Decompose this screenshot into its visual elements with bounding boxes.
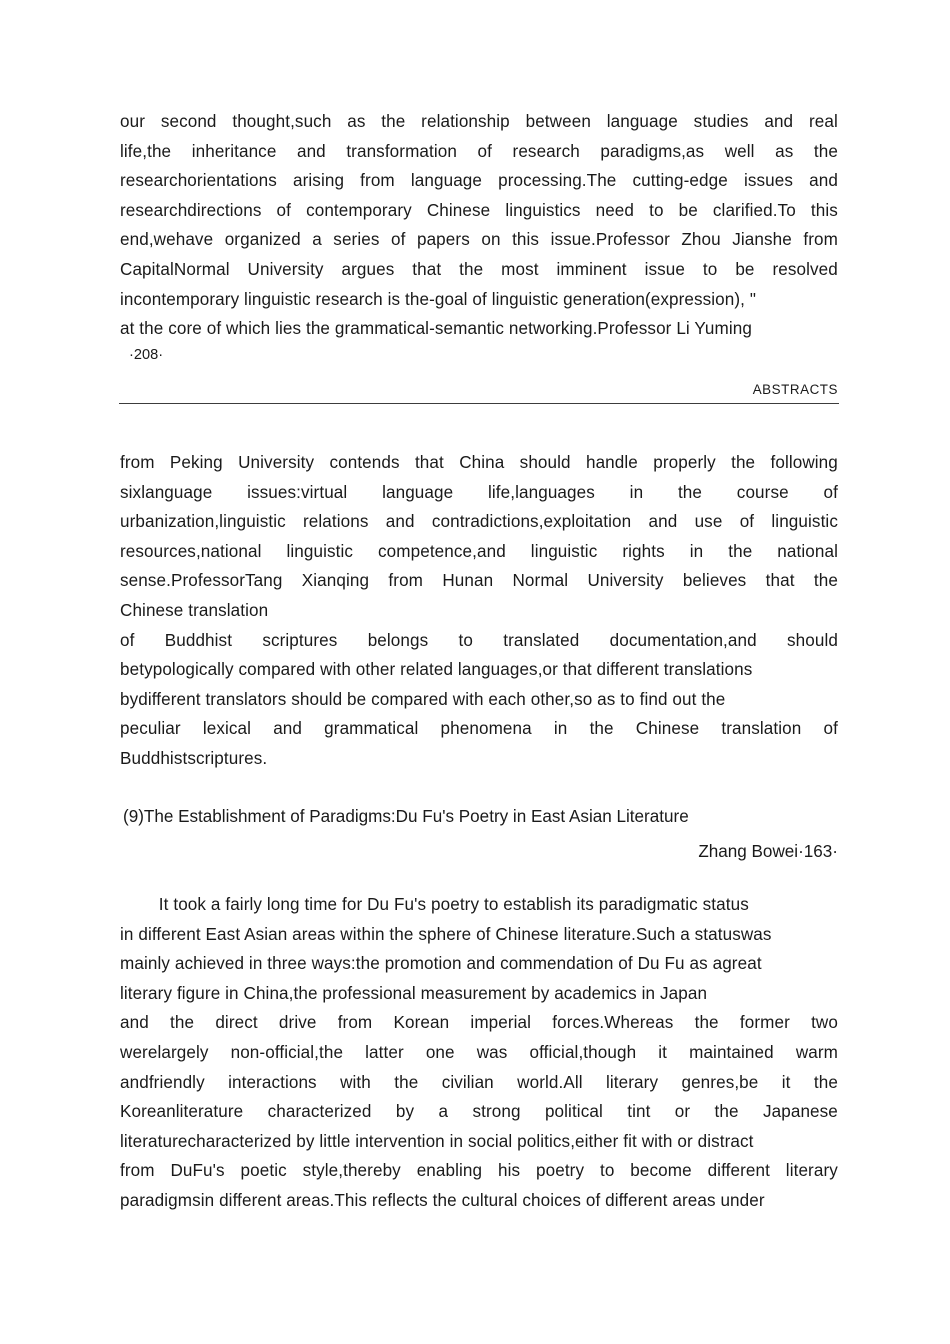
text-word: thought,such xyxy=(232,112,332,131)
text-word: University xyxy=(238,453,315,472)
text-word: University xyxy=(247,259,324,279)
text-word: competence,and xyxy=(378,541,506,561)
text-word: CapitalNormal xyxy=(120,259,230,279)
text-word: the xyxy=(714,1102,739,1122)
text-word: properly xyxy=(653,453,716,472)
text-word: lexical xyxy=(202,719,252,739)
text-word: former xyxy=(739,1013,790,1033)
text-word: with xyxy=(340,1072,371,1092)
text-word: political xyxy=(544,1102,603,1122)
text-word: strong xyxy=(472,1102,521,1122)
text-word: issues xyxy=(743,171,793,191)
text-word: Chinese xyxy=(635,719,700,739)
text-word: the xyxy=(459,259,484,279)
text-line xyxy=(120,478,838,508)
text-word: relationship xyxy=(421,112,510,131)
text-word: relations xyxy=(302,512,369,532)
text-word: of xyxy=(120,630,135,650)
text-word: between xyxy=(525,112,591,131)
text-word: characterized xyxy=(267,1102,372,1122)
text-word: paradigms,as xyxy=(600,141,705,161)
text-line: incontemporary linguistic research is the-goal of linguistic generation(expression), " xyxy=(120,289,757,309)
text-word: issue.Professor xyxy=(550,230,670,250)
text-word: the xyxy=(394,1072,419,1092)
text-word: the xyxy=(728,541,753,561)
text-word: Koreanliterature xyxy=(120,1102,244,1122)
text-word: imminent xyxy=(556,259,627,279)
text-word: linguistics xyxy=(505,200,581,220)
text-line xyxy=(120,1008,838,1038)
text-word: argues xyxy=(341,259,395,279)
text-word: language xyxy=(382,482,454,502)
text-line: bydifferent translators should be compared with each other,so as to find out the xyxy=(120,689,726,709)
text-word: of xyxy=(276,200,291,220)
text-word: inheritance xyxy=(191,141,277,161)
text-word: issues:virtual xyxy=(247,482,348,502)
text-word: direct xyxy=(215,1013,258,1033)
text-word: from xyxy=(120,453,155,472)
text-word: believes xyxy=(682,571,747,591)
text-word: of xyxy=(391,230,406,250)
text-word: poetic xyxy=(240,1161,287,1181)
text-word: that xyxy=(412,259,442,279)
text-word: of xyxy=(739,512,755,532)
text-word: from xyxy=(360,171,395,191)
text-word: of xyxy=(823,719,838,739)
text-word: life,the xyxy=(120,141,172,161)
text-word: style,thereby xyxy=(302,1161,401,1181)
text-word: the xyxy=(381,112,406,131)
text-word: one xyxy=(425,1042,455,1062)
text-word: the xyxy=(589,719,614,739)
text-word: in xyxy=(553,719,568,739)
text-word: belongs xyxy=(367,630,429,650)
text-word: linguistic xyxy=(530,541,598,561)
text-word: imperial xyxy=(470,1013,532,1033)
text-word: end,wehave xyxy=(120,230,214,250)
text-word: linguistic xyxy=(286,541,354,561)
text-word: the xyxy=(731,453,756,472)
text-word: rights xyxy=(622,541,665,561)
text-line: in different East Asian areas within the sphere of Chinese literature.Such a statuswas xyxy=(120,924,772,944)
text-word: it xyxy=(658,1042,668,1062)
text-word: or xyxy=(674,1102,691,1122)
text-line xyxy=(120,1038,838,1068)
text-line xyxy=(120,196,838,226)
text-word: resolved xyxy=(772,259,838,279)
text-word: language xyxy=(606,112,678,131)
text-word: official,though xyxy=(529,1042,637,1062)
text-word: and xyxy=(648,512,678,532)
text-word: contends xyxy=(329,453,400,472)
text-word: Peking xyxy=(169,453,223,472)
text-word: to xyxy=(458,630,474,650)
text-word: the xyxy=(813,1072,838,1092)
text-word: the xyxy=(677,482,703,502)
text-word: sixlanguage xyxy=(120,482,213,502)
text-word: poetry xyxy=(536,1161,585,1181)
text-word: following xyxy=(770,453,838,472)
text-word: research xyxy=(512,141,580,161)
text-word: genres,be xyxy=(681,1072,759,1092)
text-word: different xyxy=(707,1161,770,1181)
text-line: mainly achieved in three ways:the promotion and commendation of Du Fu as agreat xyxy=(120,954,762,974)
text-word: issue xyxy=(644,259,685,279)
text-word: a xyxy=(438,1102,449,1122)
text-word: real xyxy=(808,112,838,131)
text-line xyxy=(120,626,838,656)
text-word: grammatical xyxy=(324,719,419,739)
text-word: resources,national xyxy=(120,541,262,561)
text-word: it xyxy=(781,1072,791,1092)
text-word: and xyxy=(809,171,838,191)
text-word: cutting-edge xyxy=(632,171,728,191)
text-word: Xianqing xyxy=(301,571,370,591)
text-line xyxy=(120,448,838,478)
text-word: from xyxy=(337,1013,373,1033)
text-line xyxy=(120,714,838,744)
article-byline: Zhang Bowei·163· xyxy=(698,842,838,861)
text-word: forces.Whereas xyxy=(552,1013,674,1033)
text-word: life,languages xyxy=(488,482,595,502)
text-word: his xyxy=(497,1161,521,1181)
text-word: contemporary xyxy=(306,200,412,220)
text-word: in xyxy=(689,541,704,561)
text-word: researchorientations xyxy=(120,171,277,191)
text-word: interactions xyxy=(228,1072,317,1092)
text-line: betypologically compared with other related languages,or that different translations xyxy=(120,660,753,680)
text-word: the xyxy=(694,1013,719,1033)
text-line xyxy=(120,107,838,137)
text-word: that xyxy=(765,571,795,591)
text-word: enabling xyxy=(416,1161,483,1181)
text-word: the xyxy=(170,1013,195,1033)
text-word: urbanization,linguistic xyxy=(120,512,286,532)
text-line: at the core of which lies the grammatical-semantic networking.Professor Li Yuming xyxy=(120,319,752,339)
text-word: by xyxy=(395,1102,415,1122)
text-word: this xyxy=(810,200,838,220)
text-word: drive xyxy=(278,1013,317,1033)
page-folio-number: ·208· xyxy=(129,347,164,363)
article-title: (9)The Establishment of Paradigms:Du Fu's Poetry in East Asian Literature xyxy=(123,807,689,826)
text-word: should xyxy=(787,630,838,650)
text-word: arising xyxy=(293,171,345,191)
text-word: processing.The xyxy=(498,171,617,191)
text-line xyxy=(120,225,838,255)
text-word: language xyxy=(410,171,483,191)
text-line xyxy=(120,507,838,537)
text-word: literary xyxy=(606,1072,659,1092)
text-word: from xyxy=(388,571,424,591)
text-word: and xyxy=(273,719,303,739)
text-word: Jianshe xyxy=(732,230,792,250)
text-word: the xyxy=(813,141,838,161)
text-word: translation xyxy=(721,719,802,739)
text-line: It took a fairly long time for Du Fu's poetry to establish its paradigmatic status xyxy=(120,895,749,914)
text-word: scriptures xyxy=(262,630,338,650)
text-word: course xyxy=(736,482,789,502)
text-word: literary xyxy=(785,1161,838,1181)
text-word: and xyxy=(764,112,794,131)
text-line: literary figure in China,the professional measurement by academics in Japan xyxy=(120,983,708,1003)
text-word: our xyxy=(120,112,146,131)
text-line: paradigmsin different areas.This reflects the cultural choices of different areas under xyxy=(120,1190,765,1210)
text-word: andfriendly xyxy=(120,1072,205,1092)
text-line xyxy=(120,1156,838,1186)
text-word: most xyxy=(501,259,539,279)
text-word: civilian xyxy=(441,1072,494,1092)
text-word: sense.ProfessorTang xyxy=(120,571,283,591)
text-word: organized xyxy=(224,230,301,250)
text-word: Buddhist xyxy=(164,630,233,650)
text-word: use xyxy=(694,512,723,532)
text-word: to xyxy=(702,259,718,279)
text-word: Zhou xyxy=(681,230,721,250)
text-word: werelargely xyxy=(120,1042,209,1062)
header-divider-rule xyxy=(119,403,839,404)
text-line xyxy=(120,166,838,196)
text-word: linguistic xyxy=(771,512,838,532)
text-word: as xyxy=(775,141,794,161)
text-line xyxy=(120,1097,838,1127)
text-word: to xyxy=(599,1161,615,1181)
text-word: two xyxy=(811,1013,838,1033)
text-word: DuFu's xyxy=(170,1161,225,1181)
text-word: tint xyxy=(627,1102,651,1122)
text-word: and xyxy=(120,1013,149,1033)
text-word: non-official,the xyxy=(230,1042,344,1062)
text-word: be xyxy=(735,259,755,279)
text-word: documentation,and xyxy=(609,630,757,650)
text-line xyxy=(120,255,838,285)
text-word: in xyxy=(629,482,644,502)
text-word: well xyxy=(724,141,755,161)
text-word: and xyxy=(385,512,415,532)
running-head-abstracts: ABSTRACTS xyxy=(752,382,838,397)
text-word: world.All xyxy=(517,1072,583,1092)
text-word: be xyxy=(678,200,698,220)
text-word: was xyxy=(476,1042,508,1062)
text-word: handle xyxy=(585,453,638,472)
text-word: peculiar xyxy=(120,719,181,739)
text-word: China xyxy=(459,453,505,472)
text-word: need xyxy=(595,200,635,220)
text-line xyxy=(120,566,838,596)
text-word: phenomena xyxy=(440,719,532,739)
text-word: contradictions,exploitation xyxy=(431,512,632,532)
text-word: the xyxy=(813,571,838,591)
text-word: this xyxy=(512,230,540,250)
text-word: papers xyxy=(416,230,470,250)
text-word: of xyxy=(477,141,492,161)
text-word: Chinese xyxy=(426,200,491,220)
text-word: from xyxy=(120,1161,155,1181)
text-word: studies xyxy=(693,112,749,131)
text-word: series xyxy=(333,230,380,250)
text-word: on xyxy=(481,230,501,250)
paragraph-block-middle xyxy=(120,448,838,774)
text-word: should xyxy=(519,453,571,472)
text-word: latter xyxy=(365,1042,404,1062)
text-word: from xyxy=(803,230,838,250)
text-line: Chinese translation xyxy=(120,600,269,620)
text-word: Hunan xyxy=(442,571,494,591)
text-word: Korean xyxy=(393,1013,450,1033)
text-line xyxy=(120,1068,838,1098)
text-word: transformation xyxy=(346,141,457,161)
paragraph-block-top xyxy=(120,107,838,344)
text-word: to xyxy=(649,200,664,220)
text-word: Japanese xyxy=(762,1102,838,1122)
text-word: of xyxy=(823,482,838,502)
paragraph-block-bottom xyxy=(120,890,838,1216)
text-word: Normal xyxy=(512,571,569,591)
text-word: translated xyxy=(503,630,580,650)
text-word: become xyxy=(630,1161,692,1181)
text-word: maintained xyxy=(689,1042,774,1062)
text-word: warm xyxy=(795,1042,838,1062)
text-line xyxy=(120,137,838,167)
text-word: national xyxy=(777,541,838,561)
text-word: University xyxy=(587,571,664,591)
text-line: literaturecharacterized by little intervention in social politics,either fit with or distract xyxy=(120,1131,754,1151)
text-word: clarified.To xyxy=(712,200,796,220)
text-word: researchdirections xyxy=(120,200,262,220)
text-word: as xyxy=(347,112,366,131)
text-word: a xyxy=(312,230,322,250)
text-word: and xyxy=(296,141,326,161)
text-word: second xyxy=(160,112,217,131)
text-word: that xyxy=(414,453,444,472)
text-line: Buddhistscriptures. xyxy=(120,748,268,768)
text-line xyxy=(120,537,838,567)
